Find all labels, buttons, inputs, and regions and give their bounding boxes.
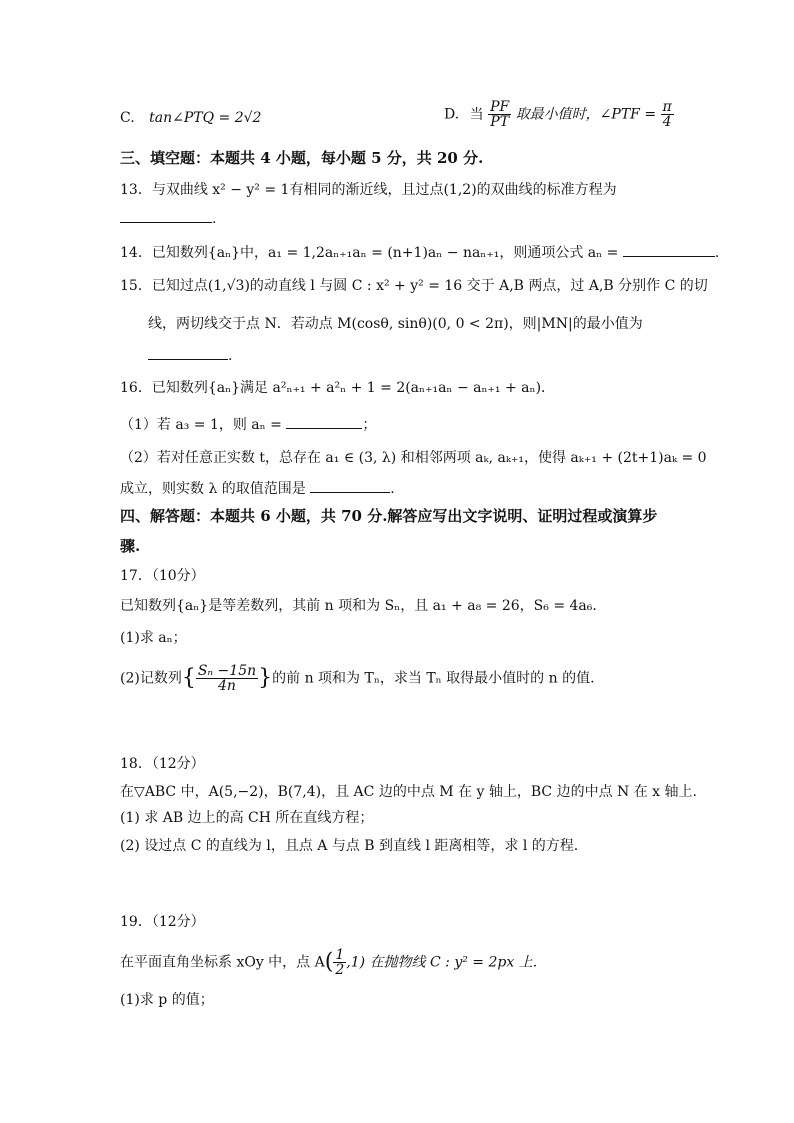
q16-part1-text: （1）若 a₃ = 1，则 aₙ = [120, 417, 282, 433]
q17-line1: 已知数列{aₙ}是等差数列，其前 n 项和为 Sₙ，且 a₁ + a₈ = 26，S₆ = 4a₆． [120, 598, 607, 614]
q16-part2-text: 成立，则实数 λ 的取值范围是 [120, 481, 306, 497]
q16-line1: 16．已知数列{aₙ}满足 a²ₙ₊₁ + a²ₙ + 1 = 2(aₙ₊₁aₙ − aₙ₊₁ + aₙ)． [120, 380, 556, 396]
q18-line1: 在▽ABC 中，A(5,−2)，B(7,4)，且 AC 边的中点 M 在 y 轴上，BC 边的中点 N 在 x 轴上. [120, 784, 697, 800]
q18-title: 18．（12分） [120, 756, 205, 772]
q18-part2: (2) 设过点 C 的直线为 l，且点 A 与点 B 到直线 l 距离相等，求 l 的方程. [120, 838, 579, 854]
q16-part2-line1: （2）若对任意正实数 t，总存在 a₁ ∈ (3, λ) 和相邻两项 aₖ, aₖ₊₁，使得 aₖ₊₁ + (2t+1)aₖ = 0 [120, 450, 707, 466]
q17-part2: (2)记数列{ $\frac{\text{Sₙ −15n}}{4n}$ }的前 n 项和为 Tₙ，求当 Tₙ 取得最小值时的 n 的值. [120, 663, 595, 694]
section4-heading-line2: 骤. [120, 537, 141, 555]
q13-answer [120, 208, 216, 229]
fraction-denominator: 2 [335, 962, 345, 978]
option-d-prefix: 当 [469, 106, 484, 123]
q19-title: 19．（12分） [120, 914, 205, 930]
q19-part1: (1)求 p 的值； [120, 992, 214, 1008]
option-d-mid: 取最小值时，∠PTF = [515, 106, 657, 123]
option-c-label: C. [120, 110, 135, 126]
option-c [120, 108, 261, 128]
q17-fraction [196, 664, 258, 693]
fraction-denominator: 4 [662, 114, 672, 130]
fraction-numerator: PF [490, 99, 510, 115]
q19-line1-pre: 在平面直角坐标系 xOy 中，点 A [120, 954, 325, 971]
answer-blank[interactable] [120, 208, 212, 223]
fraction-denominator: 4n [218, 678, 236, 694]
answer-blank[interactable] [623, 242, 715, 257]
q17-part2-pre: (2)记数列 [120, 670, 182, 687]
answer-blank[interactable] [286, 414, 362, 429]
fraction-numerator: Sₙ −15n [197, 663, 257, 679]
q13-line1: 13．与双曲线 x² − y² = 1有相同的渐近线，且过点(1,2)的双曲线的标准方程为 [120, 182, 617, 198]
section3-heading: 三、填空题：本题共 4 小题，每小题 5 分，共 20 分. [120, 149, 484, 167]
fraction-denominator: PT [490, 114, 510, 130]
q16-part1-end: ； [362, 417, 377, 433]
answer-blank[interactable] [148, 345, 228, 360]
q13-end: . [212, 211, 217, 227]
section4-heading-line1: 四、解答题：本题共 6 小题，共 70 分.解答应写出文字说明、证明过程或演算步 [120, 507, 658, 525]
q14-text: 14．已知数列{aₙ}中，a₁ = 1,2aₙ₊₁aₙ = (n+1)aₙ − naₙ₊₁，则通项公式 aₙ = [120, 245, 619, 261]
option-c-text: tan∠PTQ = 2√2 [149, 110, 262, 126]
q19-line1-post: ,1) 在抛物线 C : y² = 2px 上． [346, 954, 547, 971]
fraction-numerator: π [662, 99, 672, 115]
q19-line1: 在平面直角坐标系 xOy 中，点 A( $\frac{1}{2}$ ,1) 在抛物线 C : y² = 2px 上． [120, 947, 547, 978]
option-d-fraction [488, 100, 511, 129]
fraction-numerator: 1 [335, 947, 345, 963]
q15-line1: 15．已知过点(1,√3)的动直线 l 与圆 C : x² + y² = 16 交于 A,B 两点，过 A,B 分别作 C 的切 [120, 278, 708, 294]
q16-part1 [120, 414, 376, 435]
q15-answer [148, 345, 232, 366]
q17-part2-post: 的前 n 项和为 Tₙ，求当 Tₙ 取得最小值时的 n 的值. [272, 670, 595, 687]
answer-blank[interactable] [310, 478, 390, 493]
q14 [120, 242, 719, 263]
q14-end: . [714, 245, 720, 261]
option-d-label: D. [444, 106, 460, 123]
option-d [444, 100, 674, 129]
q17-part1: (1)求 aₙ； [120, 630, 187, 646]
q18-part1: (1) 求 AB 边上的高 CH 所在直线方程； [120, 810, 374, 826]
q15-line2: 线，两切线交于点 N．若动点 M(cosθ, sinθ)(0, 0 < 2π)，则|MN|的最小值为 [148, 316, 643, 332]
option-d-pi-fraction [661, 100, 674, 129]
q15-end: . [228, 348, 233, 364]
q16-part2-line2 [120, 478, 395, 499]
q19-fraction [333, 948, 346, 977]
q17-title: 17．（10分） [120, 568, 205, 584]
q16-part2-end: . [390, 481, 395, 497]
